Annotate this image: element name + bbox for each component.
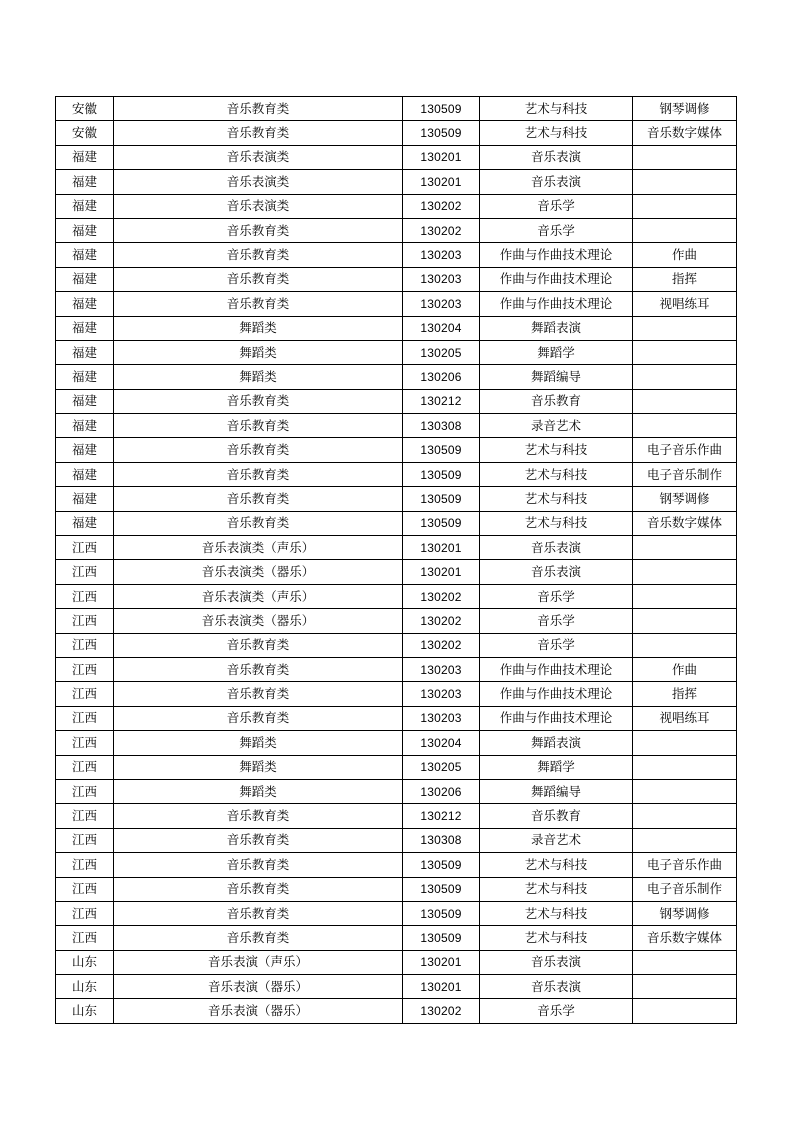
major-name-cell: 作曲与作曲技术理论 — [480, 292, 633, 316]
province-cell: 江西 — [56, 755, 114, 779]
major-name-cell: 舞蹈学 — [480, 340, 633, 364]
direction-cell — [633, 170, 737, 194]
category-cell: 音乐教育类 — [114, 389, 403, 413]
direction-cell — [633, 755, 737, 779]
province-cell: 福建 — [56, 511, 114, 535]
major-name-cell: 音乐学 — [480, 633, 633, 657]
major-name-cell: 音乐表演 — [480, 975, 633, 999]
direction-cell — [633, 340, 737, 364]
province-cell: 江西 — [56, 901, 114, 925]
table-row — [56, 731, 737, 755]
major-code-cell: 130205 — [403, 755, 480, 779]
direction-cell — [633, 950, 737, 974]
table-row — [56, 560, 737, 584]
table-row — [56, 536, 737, 560]
table-row — [56, 609, 737, 633]
major-name-cell: 作曲与作曲技术理论 — [480, 706, 633, 730]
table-row — [56, 121, 737, 145]
category-cell: 音乐教育类 — [114, 292, 403, 316]
province-cell: 江西 — [56, 828, 114, 852]
table-body — [56, 97, 737, 1024]
table-row — [56, 194, 737, 218]
province-cell: 江西 — [56, 657, 114, 681]
table-row — [56, 853, 737, 877]
category-cell: 音乐表演类 — [114, 194, 403, 218]
major-code-cell: 130509 — [403, 462, 480, 486]
major-code-cell: 130202 — [403, 609, 480, 633]
major-name-cell: 音乐表演 — [480, 170, 633, 194]
direction-cell — [633, 731, 737, 755]
category-cell: 音乐教育类 — [114, 828, 403, 852]
major-name-cell: 艺术与科技 — [480, 97, 633, 121]
major-name-cell: 音乐学 — [480, 584, 633, 608]
major-name-cell: 艺术与科技 — [480, 487, 633, 511]
province-cell: 福建 — [56, 340, 114, 364]
province-cell: 福建 — [56, 218, 114, 242]
direction-cell — [633, 584, 737, 608]
table-row — [56, 340, 737, 364]
table-row — [56, 243, 737, 267]
table-row — [56, 755, 737, 779]
major-name-cell: 艺术与科技 — [480, 121, 633, 145]
table-row — [56, 292, 737, 316]
major-code-cell: 130201 — [403, 950, 480, 974]
direction-cell: 视唱练耳 — [633, 292, 737, 316]
major-name-cell: 音乐表演 — [480, 950, 633, 974]
major-code-cell: 130201 — [403, 975, 480, 999]
major-name-cell: 音乐表演 — [480, 536, 633, 560]
province-cell: 江西 — [56, 804, 114, 828]
table-row — [56, 926, 737, 950]
category-cell: 音乐表演类 — [114, 145, 403, 169]
category-cell: 音乐教育类 — [114, 657, 403, 681]
major-name-cell: 作曲与作曲技术理论 — [480, 243, 633, 267]
direction-cell — [633, 609, 737, 633]
table-row — [56, 657, 737, 681]
direction-cell — [633, 999, 737, 1023]
province-cell: 江西 — [56, 853, 114, 877]
table-row — [56, 975, 737, 999]
province-cell: 福建 — [56, 316, 114, 340]
direction-cell — [633, 414, 737, 438]
table-row — [56, 877, 737, 901]
table-row — [56, 145, 737, 169]
category-cell: 音乐表演类（声乐） — [114, 584, 403, 608]
province-cell: 山东 — [56, 975, 114, 999]
major-name-cell: 舞蹈编导 — [480, 365, 633, 389]
category-cell: 舞蹈类 — [114, 340, 403, 364]
direction-cell: 作曲 — [633, 657, 737, 681]
province-cell: 江西 — [56, 560, 114, 584]
direction-cell: 电子音乐制作 — [633, 462, 737, 486]
direction-cell — [633, 365, 737, 389]
major-code-cell: 130203 — [403, 267, 480, 291]
major-name-cell: 艺术与科技 — [480, 901, 633, 925]
major-code-cell: 130203 — [403, 292, 480, 316]
category-cell: 音乐教育类 — [114, 926, 403, 950]
category-cell: 音乐表演类（器乐） — [114, 609, 403, 633]
category-cell: 音乐表演（声乐） — [114, 950, 403, 974]
category-cell: 音乐教育类 — [114, 121, 403, 145]
major-name-cell: 音乐教育 — [480, 804, 633, 828]
province-cell: 安徽 — [56, 97, 114, 121]
province-cell: 江西 — [56, 877, 114, 901]
table-row — [56, 706, 737, 730]
major-name-cell: 音乐学 — [480, 194, 633, 218]
direction-cell: 钢琴调修 — [633, 901, 737, 925]
table-row — [56, 511, 737, 535]
table-row — [56, 365, 737, 389]
direction-cell: 音乐数字媒体 — [633, 926, 737, 950]
major-code-cell: 130509 — [403, 926, 480, 950]
province-cell: 江西 — [56, 536, 114, 560]
major-code-cell: 130509 — [403, 877, 480, 901]
major-name-cell: 艺术与科技 — [480, 511, 633, 535]
province-cell: 山东 — [56, 950, 114, 974]
direction-cell: 音乐数字媒体 — [633, 121, 737, 145]
category-cell: 舞蹈类 — [114, 779, 403, 803]
province-cell: 江西 — [56, 706, 114, 730]
province-cell: 福建 — [56, 194, 114, 218]
major-name-cell: 作曲与作曲技术理论 — [480, 657, 633, 681]
major-name-cell: 音乐学 — [480, 999, 633, 1023]
major-name-cell: 录音艺术 — [480, 828, 633, 852]
direction-cell: 钢琴调修 — [633, 97, 737, 121]
major-name-cell: 艺术与科技 — [480, 877, 633, 901]
major-code-cell: 130509 — [403, 511, 480, 535]
table-row — [56, 828, 737, 852]
category-cell: 音乐教育类 — [114, 853, 403, 877]
major-name-cell: 音乐教育 — [480, 389, 633, 413]
category-cell: 音乐教育类 — [114, 243, 403, 267]
table-row — [56, 804, 737, 828]
major-code-cell: 130212 — [403, 389, 480, 413]
table-row — [56, 487, 737, 511]
direction-cell — [633, 389, 737, 413]
major-code-cell: 130204 — [403, 316, 480, 340]
category-cell: 音乐教育类 — [114, 218, 403, 242]
major-code-cell: 130206 — [403, 365, 480, 389]
table-row — [56, 999, 737, 1023]
major-code-cell: 130509 — [403, 901, 480, 925]
province-cell: 福建 — [56, 145, 114, 169]
province-cell: 江西 — [56, 731, 114, 755]
major-code-cell: 130203 — [403, 682, 480, 706]
category-cell: 音乐教育类 — [114, 462, 403, 486]
province-cell: 福建 — [56, 267, 114, 291]
major-name-cell: 艺术与科技 — [480, 438, 633, 462]
category-cell: 舞蹈类 — [114, 365, 403, 389]
direction-cell — [633, 975, 737, 999]
major-name-cell: 艺术与科技 — [480, 462, 633, 486]
direction-cell: 视唱练耳 — [633, 706, 737, 730]
major-code-cell: 130203 — [403, 706, 480, 730]
major-code-cell: 130202 — [403, 633, 480, 657]
direction-cell — [633, 804, 737, 828]
category-cell: 音乐教育类 — [114, 414, 403, 438]
table-row — [56, 682, 737, 706]
major-code-cell: 130203 — [403, 243, 480, 267]
category-cell: 音乐表演类 — [114, 170, 403, 194]
province-cell: 福建 — [56, 438, 114, 462]
province-cell: 福建 — [56, 389, 114, 413]
province-cell: 福建 — [56, 243, 114, 267]
major-code-cell: 130201 — [403, 145, 480, 169]
province-cell: 福建 — [56, 292, 114, 316]
province-cell: 山东 — [56, 999, 114, 1023]
province-cell: 福建 — [56, 462, 114, 486]
major-code-cell: 130206 — [403, 779, 480, 803]
direction-cell: 指挥 — [633, 682, 737, 706]
category-cell: 音乐教育类 — [114, 97, 403, 121]
direction-cell — [633, 536, 737, 560]
category-cell: 音乐教育类 — [114, 267, 403, 291]
direction-cell — [633, 779, 737, 803]
table-row — [56, 389, 737, 413]
major-code-cell: 130202 — [403, 584, 480, 608]
category-cell: 音乐教育类 — [114, 633, 403, 657]
province-cell: 福建 — [56, 414, 114, 438]
table-row — [56, 779, 737, 803]
category-cell: 舞蹈类 — [114, 316, 403, 340]
category-cell: 音乐教育类 — [114, 901, 403, 925]
major-name-cell: 作曲与作曲技术理论 — [480, 267, 633, 291]
province-cell: 江西 — [56, 584, 114, 608]
category-cell: 舞蹈类 — [114, 755, 403, 779]
direction-cell: 电子音乐制作 — [633, 877, 737, 901]
direction-cell — [633, 194, 737, 218]
direction-cell — [633, 145, 737, 169]
category-cell: 音乐教育类 — [114, 804, 403, 828]
major-name-cell: 作曲与作曲技术理论 — [480, 682, 633, 706]
category-cell: 音乐教育类 — [114, 682, 403, 706]
major-code-cell: 130509 — [403, 121, 480, 145]
direction-cell: 电子音乐作曲 — [633, 438, 737, 462]
province-cell: 安徽 — [56, 121, 114, 145]
table-row — [56, 267, 737, 291]
major-code-cell: 130202 — [403, 194, 480, 218]
category-cell: 音乐教育类 — [114, 877, 403, 901]
major-code-cell: 130202 — [403, 218, 480, 242]
table-row — [56, 438, 737, 462]
major-name-cell: 舞蹈学 — [480, 755, 633, 779]
table-row — [56, 901, 737, 925]
direction-cell — [633, 633, 737, 657]
province-cell: 江西 — [56, 779, 114, 803]
category-cell: 音乐教育类 — [114, 487, 403, 511]
province-cell: 福建 — [56, 487, 114, 511]
province-cell: 福建 — [56, 365, 114, 389]
category-cell: 音乐表演类（声乐） — [114, 536, 403, 560]
table-row — [56, 462, 737, 486]
major-code-cell: 130203 — [403, 657, 480, 681]
major-code-cell: 130308 — [403, 828, 480, 852]
category-cell: 音乐教育类 — [114, 438, 403, 462]
major-name-cell: 录音艺术 — [480, 414, 633, 438]
category-cell: 音乐教育类 — [114, 706, 403, 730]
direction-cell — [633, 218, 737, 242]
direction-cell: 音乐数字媒体 — [633, 511, 737, 535]
major-name-cell: 音乐表演 — [480, 145, 633, 169]
province-cell: 江西 — [56, 682, 114, 706]
direction-cell: 电子音乐作曲 — [633, 853, 737, 877]
province-cell: 江西 — [56, 926, 114, 950]
table-row — [56, 170, 737, 194]
table-row — [56, 633, 737, 657]
direction-cell — [633, 560, 737, 584]
major-code-cell: 130201 — [403, 170, 480, 194]
major-code-cell: 130201 — [403, 536, 480, 560]
province-cell: 江西 — [56, 609, 114, 633]
table-row — [56, 414, 737, 438]
table-row — [56, 218, 737, 242]
province-cell: 江西 — [56, 633, 114, 657]
major-name-cell: 音乐表演 — [480, 560, 633, 584]
major-code-cell: 130509 — [403, 438, 480, 462]
major-name-cell: 舞蹈表演 — [480, 316, 633, 340]
major-code-cell: 130212 — [403, 804, 480, 828]
major-code-cell: 130308 — [403, 414, 480, 438]
major-name-cell: 舞蹈编导 — [480, 779, 633, 803]
major-code-cell: 130204 — [403, 731, 480, 755]
direction-cell: 作曲 — [633, 243, 737, 267]
table-row — [56, 584, 737, 608]
major-name-cell: 音乐学 — [480, 609, 633, 633]
category-cell: 音乐表演（器乐） — [114, 975, 403, 999]
major-code-cell: 130509 — [403, 853, 480, 877]
table-row — [56, 316, 737, 340]
major-name-cell: 艺术与科技 — [480, 853, 633, 877]
table-row — [56, 950, 737, 974]
major-code-cell: 130509 — [403, 487, 480, 511]
table-row — [56, 97, 737, 121]
province-cell: 福建 — [56, 170, 114, 194]
direction-cell — [633, 316, 737, 340]
direction-cell — [633, 828, 737, 852]
admissions-table — [55, 96, 737, 1024]
major-code-cell: 130202 — [403, 999, 480, 1023]
major-code-cell: 130205 — [403, 340, 480, 364]
direction-cell: 钢琴调修 — [633, 487, 737, 511]
category-cell: 音乐表演类（器乐） — [114, 560, 403, 584]
category-cell: 音乐表演（器乐） — [114, 999, 403, 1023]
category-cell: 音乐教育类 — [114, 511, 403, 535]
major-code-cell: 130509 — [403, 97, 480, 121]
category-cell: 舞蹈类 — [114, 731, 403, 755]
major-name-cell: 舞蹈表演 — [480, 731, 633, 755]
major-code-cell: 130201 — [403, 560, 480, 584]
major-name-cell: 艺术与科技 — [480, 926, 633, 950]
direction-cell: 指挥 — [633, 267, 737, 291]
major-name-cell: 音乐学 — [480, 218, 633, 242]
